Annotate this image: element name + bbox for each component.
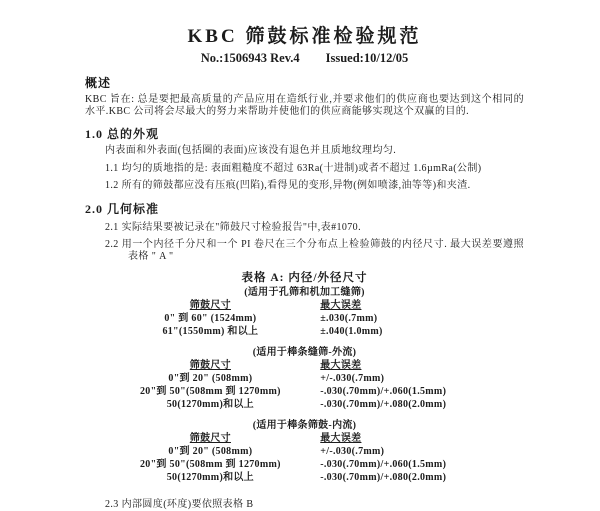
item-2-1: 2.1 实际结果要被记录在"筛鼓尺寸检验报告"中,表#1070. bbox=[105, 221, 361, 233]
cell-tolerance: -.030(.70mm)/+.080(2.0mm) bbox=[320, 471, 447, 483]
section-1-intro: 内表面和外表面(包括圈的表面)应该没有退色并且质地纹理均匀. bbox=[105, 145, 397, 156]
page-title: KBC 筛鼓标准检验规范 bbox=[187, 26, 422, 47]
item-2-2: 2.2 用一个内径千分尺和一个 PI 卷尺在三个分布点上检验筛鼓的内径尺寸. 最大误差要遵照表格 " A " bbox=[105, 239, 524, 262]
table-a-group-2-label: (适用于棒条缝筛-外流) bbox=[252, 347, 357, 358]
table-a-group-2-header-row bbox=[109, 361, 501, 372]
table-row bbox=[109, 387, 501, 398]
cell-tolerance: -.030(.70mm)/+.080(2.0mm) bbox=[320, 398, 447, 410]
section-1-heading: 1.0 总的外观 bbox=[85, 127, 160, 141]
table-a-group-3-label: (适用于棒条筛鼓-内流) bbox=[252, 420, 357, 431]
doc-issued-date: Issued:10/12/05 bbox=[325, 51, 409, 65]
cell-tolerance: -.030(.70mm)/+.060(1.5mm) bbox=[320, 385, 447, 397]
item-1-2: 1.2 所有的筛鼓都应没有压痕(凹陷),看得见的变形,异物(例如喷漆,油等等)和夹渣. bbox=[105, 180, 471, 191]
cell-tolerance: +/-.030(.7mm) bbox=[320, 372, 385, 384]
section-2-heading: 2.0 几何标准 bbox=[85, 201, 160, 216]
overview-heading: 概述 bbox=[85, 76, 112, 90]
doc-subtitle bbox=[85, 51, 524, 66]
column-header-size: 筛鼓尺寸 bbox=[189, 359, 231, 371]
cell-tolerance: ±.030(.7mm) bbox=[320, 312, 378, 324]
table-row bbox=[109, 400, 501, 411]
cell-size: 0"到 20" (508mm) bbox=[168, 372, 253, 384]
cell-tolerance: ±.040(1.0mm) bbox=[320, 325, 383, 337]
table-row bbox=[109, 447, 501, 458]
table-a-group-1-header-row bbox=[109, 301, 501, 312]
table-row bbox=[109, 374, 501, 385]
cell-size: 0"到 20" (508mm) bbox=[168, 445, 253, 457]
column-header-tolerance: 最大误差 bbox=[320, 299, 362, 311]
cell-tolerance: -.030(.70mm)/+.060(1.5mm) bbox=[320, 458, 447, 470]
column-header-size: 筛鼓尺寸 bbox=[189, 299, 231, 311]
column-header-tolerance: 最大误差 bbox=[320, 432, 362, 444]
table-row bbox=[109, 473, 501, 484]
column-header-tolerance: 最大误差 bbox=[320, 359, 362, 371]
column-header-size: 筛鼓尺寸 bbox=[189, 432, 231, 444]
table-row bbox=[109, 460, 501, 471]
item-1-1: 1.1 均匀的质地指的是: 表面粗糙度不超过 63Ra(十进制)或者不超过 1.6µmRa(公制) bbox=[105, 162, 482, 174]
table-a-group-3-header-row bbox=[109, 434, 501, 445]
table-a-group-1-label: (适用于孔筛和机加工缝筛) bbox=[244, 287, 365, 298]
cell-size: 20"到 50"(508mm 到 1270mm) bbox=[139, 385, 281, 397]
table-a bbox=[109, 272, 501, 483]
table-row bbox=[109, 314, 501, 325]
cell-size: 50(1270mm)和以上 bbox=[166, 398, 254, 410]
doc-number: No.:1506943 Rev.4 bbox=[200, 51, 300, 65]
cell-tolerance: +/-.030(.7mm) bbox=[320, 445, 385, 457]
cell-size: 20"到 50"(508mm 到 1270mm) bbox=[139, 458, 281, 470]
overview-paragraph: KBC 旨在: 总是要把最高质量的产品应用在造纸行业,并要求他们的供应商也要达到这个相同的水平.KBC 公司将会尽最大的努力来帮助并使他们的供应商能够实现这个双赢的目的. bbox=[85, 94, 524, 117]
table-a-title: 表格 A: 内径/外径尺寸 bbox=[241, 272, 368, 284]
item-2-3: 2.3 内部圆度(环度)要依照表格 B bbox=[105, 499, 254, 510]
cell-size: 50(1270mm)和以上 bbox=[166, 471, 254, 483]
cell-size: 0" 到 60" (1524mm) bbox=[164, 312, 257, 324]
table-row bbox=[109, 327, 501, 338]
cell-size: 61"(1550mm) 和以上 bbox=[162, 325, 259, 337]
